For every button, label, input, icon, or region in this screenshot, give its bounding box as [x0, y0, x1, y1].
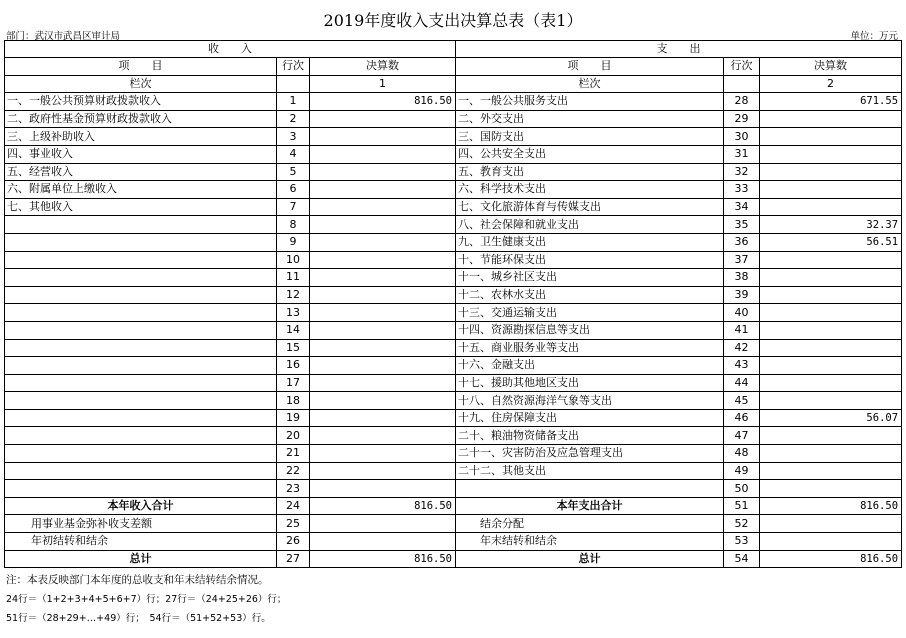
income-line: 8 [277, 216, 310, 234]
expense-value [760, 110, 902, 128]
expense-value: 56.51 [760, 233, 902, 251]
income-item [5, 357, 277, 375]
income-item [5, 304, 277, 322]
year-expense-total-value: 816.50 [760, 497, 902, 515]
table-row [5, 374, 902, 392]
expense-line: 50 [724, 480, 760, 498]
grand-total-right-value: 816.50 [760, 550, 902, 568]
income-item: 二、政府性基金预算财政拨款收入 [5, 110, 277, 128]
table-row [5, 445, 902, 463]
expense-line: 30 [724, 128, 760, 146]
table-row [5, 93, 902, 111]
income-line: 23 [277, 480, 310, 498]
income-section-header: 收 入 [5, 41, 456, 58]
income-value [310, 145, 456, 163]
expense-line: 44 [724, 374, 760, 392]
income-line: 20 [277, 427, 310, 445]
fund-balance-line: 25 [277, 515, 310, 533]
table-row [5, 304, 902, 322]
income-value [310, 181, 456, 199]
fund-balance-label: 用事业基金弥补收支差额 [5, 515, 277, 533]
income-line: 2 [277, 110, 310, 128]
expense-item: 十四、资源勘探信息等支出 [456, 321, 724, 339]
expense-item: 八、社会保障和就业支出 [456, 216, 724, 234]
income-line: 12 [277, 286, 310, 304]
income-line: 13 [277, 304, 310, 322]
expense-value [760, 251, 902, 269]
income-item [5, 286, 277, 304]
expense-item: 十一、城乡社区支出 [456, 269, 724, 287]
income-line: 10 [277, 251, 310, 269]
surplus-distribution-value [760, 515, 902, 533]
income-item: 三、上级补助收入 [5, 128, 277, 146]
surplus-distribution-line: 52 [724, 515, 760, 533]
expense-line: 42 [724, 339, 760, 357]
grand-total-right-label: 总计 [456, 550, 724, 568]
grand-total-left-label: 总计 [5, 550, 277, 568]
fund-row [5, 515, 902, 533]
expense-line: 46 [724, 409, 760, 427]
income-value [310, 462, 456, 480]
income-item: 五、经营收入 [5, 163, 277, 181]
end-balance-label: 年末结转和结余 [456, 533, 724, 551]
income-line: 15 [277, 339, 310, 357]
header-row-column-index [5, 75, 902, 93]
year-income-total-value: 816.50 [310, 497, 456, 515]
expense-line: 29 [724, 110, 760, 128]
table-row [5, 145, 902, 163]
expense-value [760, 181, 902, 199]
table-row [5, 163, 902, 181]
expense-value [760, 269, 902, 287]
income-line: 22 [277, 462, 310, 480]
expense-line: 41 [724, 321, 760, 339]
income-line: 4 [277, 145, 310, 163]
department-label: 部门：武汉市武昌区审计局 [6, 31, 121, 42]
income-value [310, 233, 456, 251]
income-item [5, 480, 277, 498]
expense-item-header: 项 目 [456, 58, 724, 76]
year-income-total-label: 本年收入合计 [5, 497, 277, 515]
income-item [5, 321, 277, 339]
table-row [5, 181, 902, 199]
grand-total-left-value: 816.50 [310, 550, 456, 568]
expense-value [760, 321, 902, 339]
income-item [5, 269, 277, 287]
income-line: 17 [277, 374, 310, 392]
expense-value: 671.55 [760, 93, 902, 111]
income-line: 7 [277, 198, 310, 216]
table-row [5, 480, 902, 498]
income-item [5, 339, 277, 357]
income-item: 六、附属单位上缴收入 [5, 181, 277, 199]
income-item: 一、一般公共预算财政拨款收入 [5, 93, 277, 111]
income-item [5, 462, 277, 480]
income-value [310, 216, 456, 234]
report-title: 2019年度收入支出决算总表（表1） [323, 11, 583, 30]
income-item: 七、其他收入 [5, 198, 277, 216]
expense-line: 38 [724, 269, 760, 287]
year-income-total-line: 24 [277, 497, 310, 515]
income-value [310, 286, 456, 304]
expense-value [760, 304, 902, 322]
expense-line: 43 [724, 357, 760, 375]
table-row [5, 110, 902, 128]
year-expense-total-line: 51 [724, 497, 760, 515]
expense-item: 十、节能环保支出 [456, 251, 724, 269]
expense-item: 十八、自然资源海洋气象等支出 [456, 392, 724, 410]
expense-item: 十六、金融支出 [456, 357, 724, 375]
expense-value [760, 374, 902, 392]
expense-value [760, 145, 902, 163]
expense-value [760, 339, 902, 357]
expense-line: 35 [724, 216, 760, 234]
formula-note-1: 24行＝（1+2+3+4+5+6+7）行；27行＝（24+25+26）行； [6, 594, 287, 605]
expense-line: 47 [724, 427, 760, 445]
income-column-label: 栏次 [5, 75, 277, 93]
expense-item: 十二、农林水支出 [456, 286, 724, 304]
expense-value [760, 392, 902, 410]
income-line: 18 [277, 392, 310, 410]
income-item [5, 445, 277, 463]
expense-item: 一、一般公共服务支出 [456, 93, 724, 111]
expense-value [760, 128, 902, 146]
table-row [5, 409, 902, 427]
expense-value [760, 198, 902, 216]
income-line: 19 [277, 409, 310, 427]
begin-balance-value [310, 533, 456, 551]
begin-balance-label: 年初结转和结余 [5, 533, 277, 551]
expense-item: 五、教育支出 [456, 163, 724, 181]
expense-value [760, 480, 902, 498]
income-amount-header: 决算数 [310, 58, 456, 76]
table-row [5, 392, 902, 410]
expense-item: 九、卫生健康支出 [456, 233, 724, 251]
table-row [5, 251, 902, 269]
table-row [5, 233, 902, 251]
year-expense-total-label: 本年支出合计 [456, 497, 724, 515]
expense-amount-header: 决算数 [760, 58, 902, 76]
grand-total-row [5, 550, 902, 568]
table-row [5, 339, 902, 357]
income-value [310, 339, 456, 357]
expense-section-header: 支 出 [456, 41, 902, 58]
table-row [5, 198, 902, 216]
expense-line: 32 [724, 163, 760, 181]
table-row [5, 427, 902, 445]
expense-item: 十九、住房保障支出 [456, 409, 724, 427]
income-value [310, 374, 456, 392]
expense-value [760, 427, 902, 445]
expense-column-blank [724, 75, 760, 93]
income-item [5, 233, 277, 251]
income-line: 21 [277, 445, 310, 463]
expense-item: 二十一、灾害防治及应急管理支出 [456, 445, 724, 463]
expense-item: 十三、交通运输支出 [456, 304, 724, 322]
income-value [310, 409, 456, 427]
income-line-header: 行次 [277, 58, 310, 76]
income-line: 16 [277, 357, 310, 375]
expense-item: 二十二、其他支出 [456, 462, 724, 480]
expense-line: 49 [724, 462, 760, 480]
expense-line: 48 [724, 445, 760, 463]
end-balance-value [760, 533, 902, 551]
surplus-distribution-label: 结余分配 [456, 515, 724, 533]
expense-line: 36 [724, 233, 760, 251]
income-line: 6 [277, 181, 310, 199]
income-line: 14 [277, 321, 310, 339]
table-row [5, 321, 902, 339]
income-item [5, 374, 277, 392]
header-row-columns [5, 58, 902, 76]
income-line: 5 [277, 163, 310, 181]
table-row [5, 357, 902, 375]
begin-balance-line: 26 [277, 533, 310, 551]
expense-value [760, 445, 902, 463]
expense-value: 56.07 [760, 409, 902, 427]
grand-total-left-line: 27 [277, 550, 310, 568]
income-value [310, 269, 456, 287]
fund-balance-value [310, 515, 456, 533]
table-row [5, 269, 902, 287]
year-total-row [5, 497, 902, 515]
income-column-number: 1 [310, 75, 456, 93]
income-value [310, 251, 456, 269]
income-column-blank [277, 75, 310, 93]
grand-total-right-line: 54 [724, 550, 760, 568]
income-value: 816.50 [310, 93, 456, 111]
expense-line: 37 [724, 251, 760, 269]
expense-line: 31 [724, 145, 760, 163]
expense-item: 二、外交支出 [456, 110, 724, 128]
expense-item: 三、国防支出 [456, 128, 724, 146]
expense-item: 二十、粮油物资储备支出 [456, 427, 724, 445]
unit-label: 单位：万元 [850, 31, 898, 42]
income-value [310, 357, 456, 375]
expense-value: 32.37 [760, 216, 902, 234]
income-item [5, 392, 277, 410]
expense-value [760, 462, 902, 480]
header-row-sections [5, 41, 902, 58]
expense-item: 六、科学技术支出 [456, 181, 724, 199]
income-line: 1 [277, 93, 310, 111]
expense-line: 34 [724, 198, 760, 216]
expense-line: 45 [724, 392, 760, 410]
income-line: 3 [277, 128, 310, 146]
expense-line: 33 [724, 181, 760, 199]
income-value [310, 198, 456, 216]
expense-item: 四、公共安全支出 [456, 145, 724, 163]
income-value [310, 480, 456, 498]
income-item [5, 251, 277, 269]
table-note: 注：本表反映部门本年度的总收支和年末结转结余情况。 [6, 574, 269, 586]
income-value [310, 445, 456, 463]
expense-line-header: 行次 [724, 58, 760, 76]
expense-column-label: 栏次 [456, 75, 724, 93]
end-balance-line: 53 [724, 533, 760, 551]
table-row [5, 128, 902, 146]
expense-value [760, 286, 902, 304]
expense-item [456, 480, 724, 498]
income-value [310, 128, 456, 146]
income-value [310, 392, 456, 410]
income-expense-table [4, 40, 902, 568]
income-value [310, 304, 456, 322]
income-line: 11 [277, 269, 310, 287]
expense-value [760, 163, 902, 181]
formula-note-2: 51行＝（28+29+…+49）行； 54行＝（51+52+53）行。 [6, 613, 271, 624]
income-item-header: 项 目 [5, 58, 277, 76]
expense-column-number: 2 [760, 75, 902, 93]
table-row [5, 286, 902, 304]
expense-item: 七、文化旅游体育与传媒支出 [456, 198, 724, 216]
income-item [5, 409, 277, 427]
income-value [310, 163, 456, 181]
expense-line: 40 [724, 304, 760, 322]
table-row [5, 462, 902, 480]
expense-value [760, 357, 902, 375]
income-value [310, 321, 456, 339]
expense-item: 十五、商业服务业等支出 [456, 339, 724, 357]
income-item [5, 216, 277, 234]
income-item: 四、事业收入 [5, 145, 277, 163]
balance-row [5, 533, 902, 551]
income-value [310, 110, 456, 128]
expense-line: 28 [724, 93, 760, 111]
expense-line: 39 [724, 286, 760, 304]
income-item [5, 427, 277, 445]
income-value [310, 427, 456, 445]
expense-item: 十七、援助其他地区支出 [456, 374, 724, 392]
income-line: 9 [277, 233, 310, 251]
table-row [5, 216, 902, 234]
